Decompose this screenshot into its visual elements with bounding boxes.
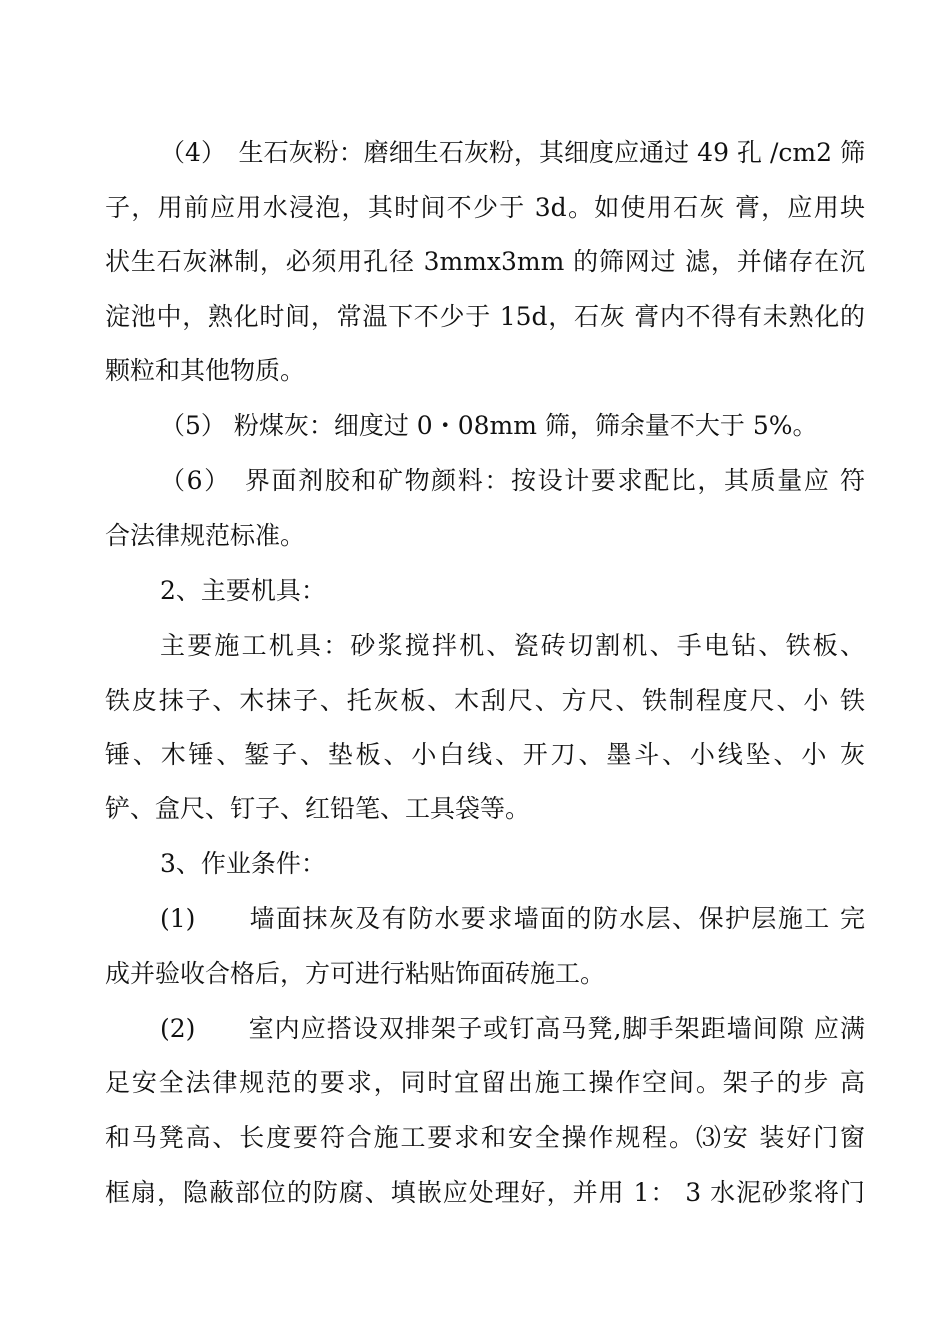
text-line: 淀池中，熟化时间，常温下不少于 15d，石灰 膏内不得有未熟化的: [105, 302, 865, 331]
text-line: 和马凳高、长度要符合施工要求和安全操作规程。⑶安 装好门窗: [105, 1123, 865, 1152]
text-line: （4） 生石灰粉：磨细生石灰粉，其细度应通过 49 孔 /cm2 筛: [160, 138, 865, 167]
text-line: 成并验收合格后，方可进行粘贴饰面砖施工。: [105, 959, 606, 988]
section-heading: 2、主要机具：: [160, 576, 326, 605]
text-line: (1) 墙面抹灰及有防水要求墙面的防水层、保护层施工 完: [160, 904, 865, 933]
text-line: 铲、盒尺、钉子、红铅笔、工具袋等。: [105, 794, 531, 823]
text-line: (2) 室内应搭设双排架子或钉高马凳,脚手架距墙间隙 应满: [160, 1014, 865, 1043]
text-line: 足安全法律规范的要求，同时宜留出施工操作空间。架子的步 高: [105, 1068, 865, 1097]
text-line: 锤、木锤、錾子、垫板、小白线、开刀、墨斗、小线坠、小 灰: [105, 740, 865, 769]
section-heading: 3、作业条件：: [160, 849, 326, 878]
text-line: （5） 粉煤灰：细度过 0・08mm 筛，筛余量不大于 5%。: [160, 411, 818, 440]
text-line: 主要施工机具：砂浆搅拌机、瓷砖切割机、手电钻、铁板、: [160, 631, 865, 660]
text-line: 子，用前应用水浸泡，其时间不少于 3d。如使用石灰 膏，应用块: [105, 193, 865, 222]
text-line: 状生石灰淋制，必须用孔径 3mmx3mm 的筛网过 滤，并储存在沉: [105, 247, 865, 276]
text-line: 合法律规范标准。: [105, 521, 306, 550]
text-line: 颗粒和其他物质。: [105, 356, 306, 385]
text-line: 框扇，隐蔽部位的防腐、填嵌应处理好，并用 1： 3 水泥砂浆将门: [105, 1178, 865, 1207]
text-line: （6） 界面剂胶和矿物颜料：按设计要求配比，其质量应 符: [160, 466, 865, 495]
text-line: 铁皮抹子、木抹子、托灰板、木刮尺、方尺、铁制程度尺、小 铁: [105, 686, 865, 715]
